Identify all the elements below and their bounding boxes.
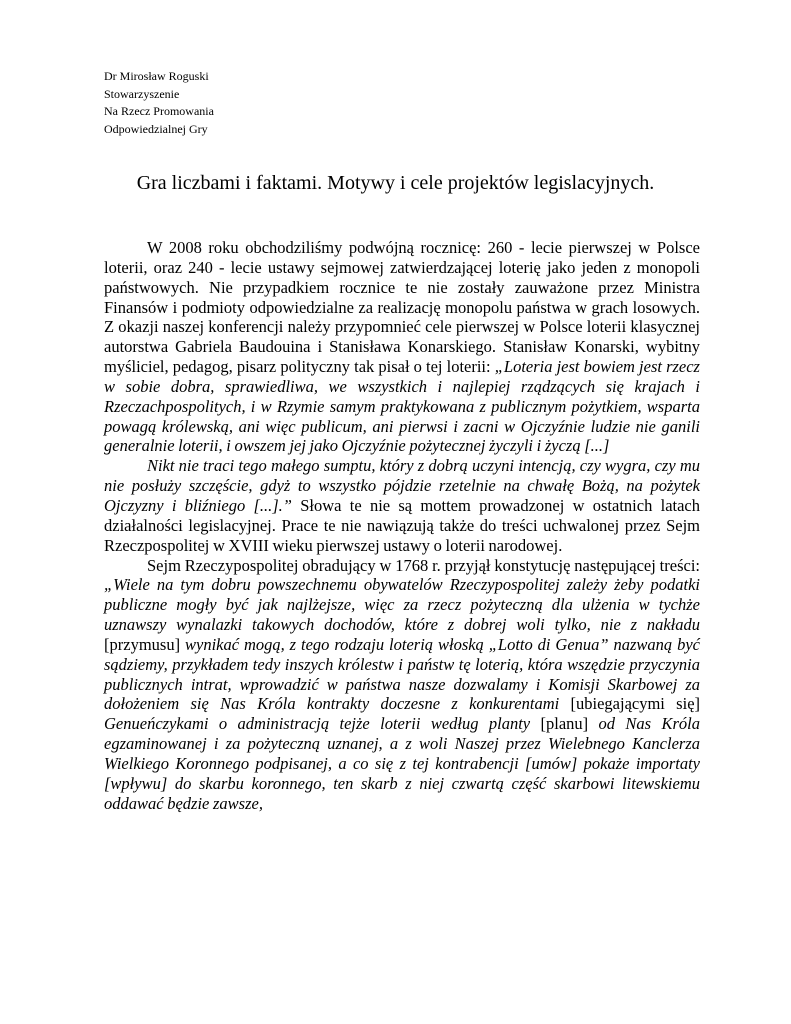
author-block <box>104 68 214 138</box>
paragraph-1-text: W 2008 roku obchodziliśmy podwójną rocznicę: 260 - lecie pierwszej w Polsce loterii, oraz 240 - lecie ustawy sejmowej zatwierdzającej loterię jako jeden z monopoli państwowych. Nie przypadkiem rocznice te nie zostały zauważone przez Ministra Finansów i podmioty odpowiedzialne za realizację monopolu państwa w grach losowych. Z okazji naszej konferencji należy przypomnieć cele pierwszej w Polsce loterii klasycznej autorstwa Gabriela Baudouina i Stanisława Konarskiego. Stanisław Konarski, wybitny myśliciel, pedagog, pisarz polityczny tak pisał o tej loterii: <box>104 238 700 377</box>
document-title: Gra liczbami i faktami. Motywy i cele projektów legislacyjnych. <box>136 172 655 194</box>
constitution-quote-2: wynikać mogą, z tego rodzaju loterią włoską „Lotto di Genua” nazwaną być sądziemy, przykładem tedy inszych królestw i państw tę loterią, która wszędzie przyczynia publicznych intrat, wprowadzić w państwa nasze dozwalamy i Komisji Skarbowej za dołożeniem się Nas Króla kontrakty doczesne z konkurentami <box>104 634 700 714</box>
editorial-note-2: [ubiegającymi się] <box>559 694 701 714</box>
paragraph-2-text: Słowa te nie są mottem prowadzonej w ostatnich latach działalności legislacyjnej. Prace te nie nawiązują także do treści uchwalonej przez Sejm Rzeczpospolitej w XVIII wieku pierwszej ustawy o loterii narodowej. <box>104 495 700 555</box>
author-name: Dr Mirosław Roguski <box>104 69 209 83</box>
konarski-quote: „Loteria jest bowiem jest rzecz w sobie dobra, sprawiedliwa, we wszystkich i najlepiej rządzących się krajach i Rzeczachpospolitych, i w Rzymie samym praktykowana z publicznym pożytkiem, wsparta powagą królewską, ani więc publicum, ani pierwsi i zacni w Ojczyźnie ludzie nie ganili generalnie loterii, i owszem jej jako Ojczyźnie pożytecznej życzyli i życzą [...] <box>104 357 700 456</box>
constitution-quote-4: od Nas Króla egzaminowanej i za pożyteczną uznanej, a z woli Naszej przez Wielebnego Kanclerza Wielkiego Koronnego podpisanej, a co się z tej kontrabencji [umów] pokaże importaty [wpływu] do skarbu koronnego, ten skarb z niej czwartą część skarbowi litewskiemu oddawać będzie zawsze, <box>104 714 700 813</box>
document-body <box>104 238 700 813</box>
paragraph-2 <box>104 456 700 555</box>
author-org-line-2: Na Rzecz Promowania <box>104 104 214 119</box>
paragraph-1 <box>104 238 700 456</box>
constitution-quote-1: „Wiele na tym dobru powszechnemu obywatelów Rzeczypospolitej zależy żeby podatki publiczne mogły być jak najlżejsze, więc za rzecz pożyteczną dla ulżenia w tychże uznawszy wynalazki takowych dochodów, które z dobrej woli tylko, nie z nakładu <box>104 575 700 635</box>
author-org-line-3: Odpowiedzialnej Gry <box>104 121 208 136</box>
konarski-quote-continued: Nikt nie traci tego małego sumptu, który z dobrą uczyni intencją, czy wygra, czy mu nie posłuży szczęście, gdyż to wszystko pójdzie rzetelnie na chwałę Bożą, na pożytek Ojczyzny i bliźniego [...].” <box>104 456 700 515</box>
paragraph-3 <box>104 556 700 814</box>
author-org-line-1: Stowarzyszenie <box>104 86 180 101</box>
editorial-note-1: [przymusu] <box>104 634 185 654</box>
paragraph-3-text: Sejm Rzeczypospolitej obradujący w 1768 r. przyjął konstytucję następującej treści: <box>147 555 700 575</box>
editorial-note-3: [planu] <box>530 714 599 734</box>
constitution-quote-3: Genueńczykami o administracją tejże loterii według planty <box>104 714 531 734</box>
